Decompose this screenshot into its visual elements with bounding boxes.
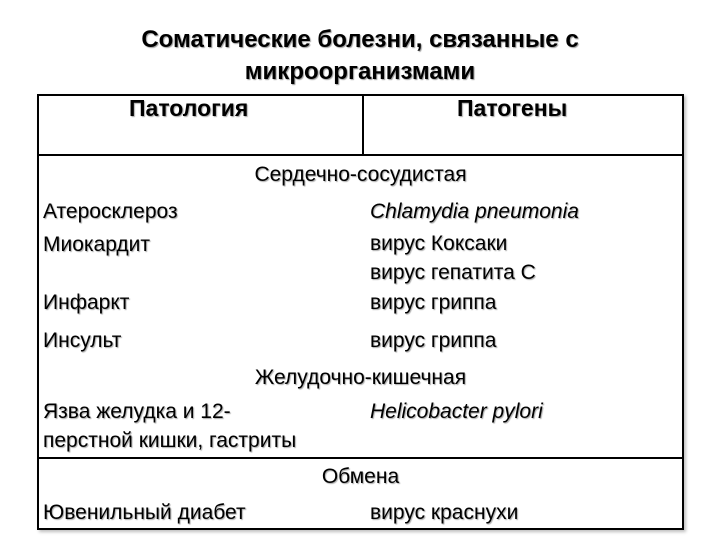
pathogen-hepatitis-c: вирус гепатита С [370,261,536,284]
pathogen-influenza-1: вирус гриппа [370,291,497,314]
disease-myocarditis: Миокардит [43,233,151,256]
pathogen-coxsackie: вирус Коксаки [370,232,508,255]
header-separator [39,154,682,156]
section-gastro: Желудочно-кишечная [254,366,467,389]
pathogen-influenza-2: вирус гриппа [370,329,497,352]
disease-ulcer-line2: перстной кишки, гастриты [43,429,297,452]
header-divider [362,96,364,154]
pathogen-rubella: вирус краснухи [370,501,519,524]
title-line-1: Соматические болезни, связанные с [141,26,579,53]
pathogen-helicobacter: Helicobacter pylori [370,400,543,423]
disease-atherosclerosis: Атеросклероз [43,200,178,223]
disease-ulcer-line1: Язва желудка и 12- [43,400,231,423]
section-cardio: Сердечно-сосудистая [254,163,467,186]
disease-stroke: Инсульт [43,329,122,352]
pathogen-chlamydia: Chlamydia pneumonia [370,200,579,223]
section-separator [39,457,682,459]
disease-infarction: Инфаркт [43,291,130,314]
section-metabolic: Обмена [321,465,400,488]
header-pathogens: Патогены [457,95,568,121]
title-line-2: микроорганизмами [244,58,476,85]
pathology-table [37,94,684,530]
disease-juvenile-diabetes: Ювенильный диабет [43,501,246,524]
header-pathology: Патология [129,95,249,121]
slide-title [60,24,660,88]
